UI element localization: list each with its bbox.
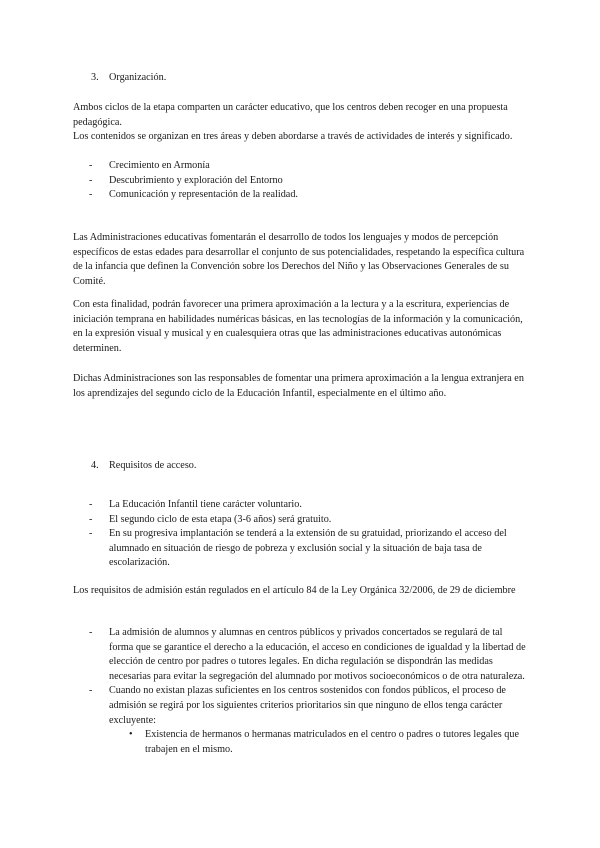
list-item-requirement: - El segundo ciclo de esta etapa (3-6 años) será gratuito. xyxy=(73,513,529,528)
section-4-number: 4. xyxy=(91,460,99,471)
paragraph-contenidos: Los contenidos se organizan en tres áreas y deben abordarse a través de actividades de interés y significado. xyxy=(73,131,513,142)
paragraph-finalidad: Con esta finalidad, podrán favorecer una primera aproximación a la lectura y a la escritura, experiencias de iniciación temprana en habilidades numéricas básicas, en las tecnologías de la información y la comunicación, en la expresión visual y musical y en cualesquiera otras que las administraciones educativas autonómicas determinen. xyxy=(73,299,523,354)
list-item-admission: - La admisión de alumnos y alumnas en centros públicos y privados concertados se regulará de tal forma que se garantice el derecho a la educación, el acceso en condiciones de igualdad y la libertad de elección de centro por padres o tutores legales. En dicha regulación se dispondrán las medidas necesarias para evitar la segregación del alumnado por motivos socioeconómicos o de otra naturaleza. xyxy=(73,626,529,684)
paragraph-ciclos: Ambos ciclos de la etapa comparten un carácter educativo, que los centros deben recoger en una propuesta pedagógica. xyxy=(73,102,508,128)
criteria-list xyxy=(109,728,529,757)
list-item-criterion: • Existencia de hermanos o hermanas matriculados en el centro o padres o tutores legales que trabajen en el mismo. xyxy=(109,728,529,757)
list-item-requirement: - La Educación Infantil tiene carácter voluntario. xyxy=(73,498,529,513)
list-item-requirement: - En su progresiva implantación se tenderá a la extensión de su gratuidad, priorizando el acceso del alumnado en situación de riesgo de pobreza y exclusión social y la situación de baja tasa de escolarización. xyxy=(73,527,529,571)
section-3-title: Organización. xyxy=(109,72,167,83)
section-3-heading xyxy=(91,71,166,86)
section-4-heading xyxy=(91,459,196,474)
list-item-admission xyxy=(73,684,529,757)
admission-item-text: Cuando no existan plazas suficientes en los centros sostenidos con fondos públicos, el proceso de admisión se regirá por los siguientes criterios prioritarios sin que ninguno de ellos tenga carácter excluyente: xyxy=(109,685,506,726)
paragraph-administraciones: Las Administraciones educativas fomentarán el desarrollo de todos los lenguajes y modos de percepción específicos de estas edades para desarrollar el conjunto de sus potencialidades, respetando la específica cultura de la infancia que definen la Convención sobre los Derechos del Niño y las Observaciones Generales de su Comité. xyxy=(73,232,525,287)
paragraph-lengua-extranjera: Dichas Administraciones son las responsables de fomentar una primera aproximación a la lengua extranjera en los aprendizajes del segundo ciclo de la Educación Infantil, especialmente en el último año. xyxy=(73,373,524,399)
paragraph-admision: Los requisitos de admisión están regulados en el artículo 84 de la Ley Orgánica 32/2006, de 29 de diciembre xyxy=(73,585,516,596)
access-requirements-list xyxy=(73,498,529,571)
section-4-title: Requisitos de acceso. xyxy=(109,460,197,471)
areas-list xyxy=(73,159,529,203)
section-3-number: 3. xyxy=(91,72,99,83)
list-item-area: - Crecimiento en Armonía xyxy=(73,159,529,174)
list-item-area: - Descubrimiento y exploración del Entorno xyxy=(73,174,529,189)
admission-list xyxy=(73,626,529,757)
list-item-area: - Comunicación y representación de la realidad. xyxy=(73,188,529,203)
